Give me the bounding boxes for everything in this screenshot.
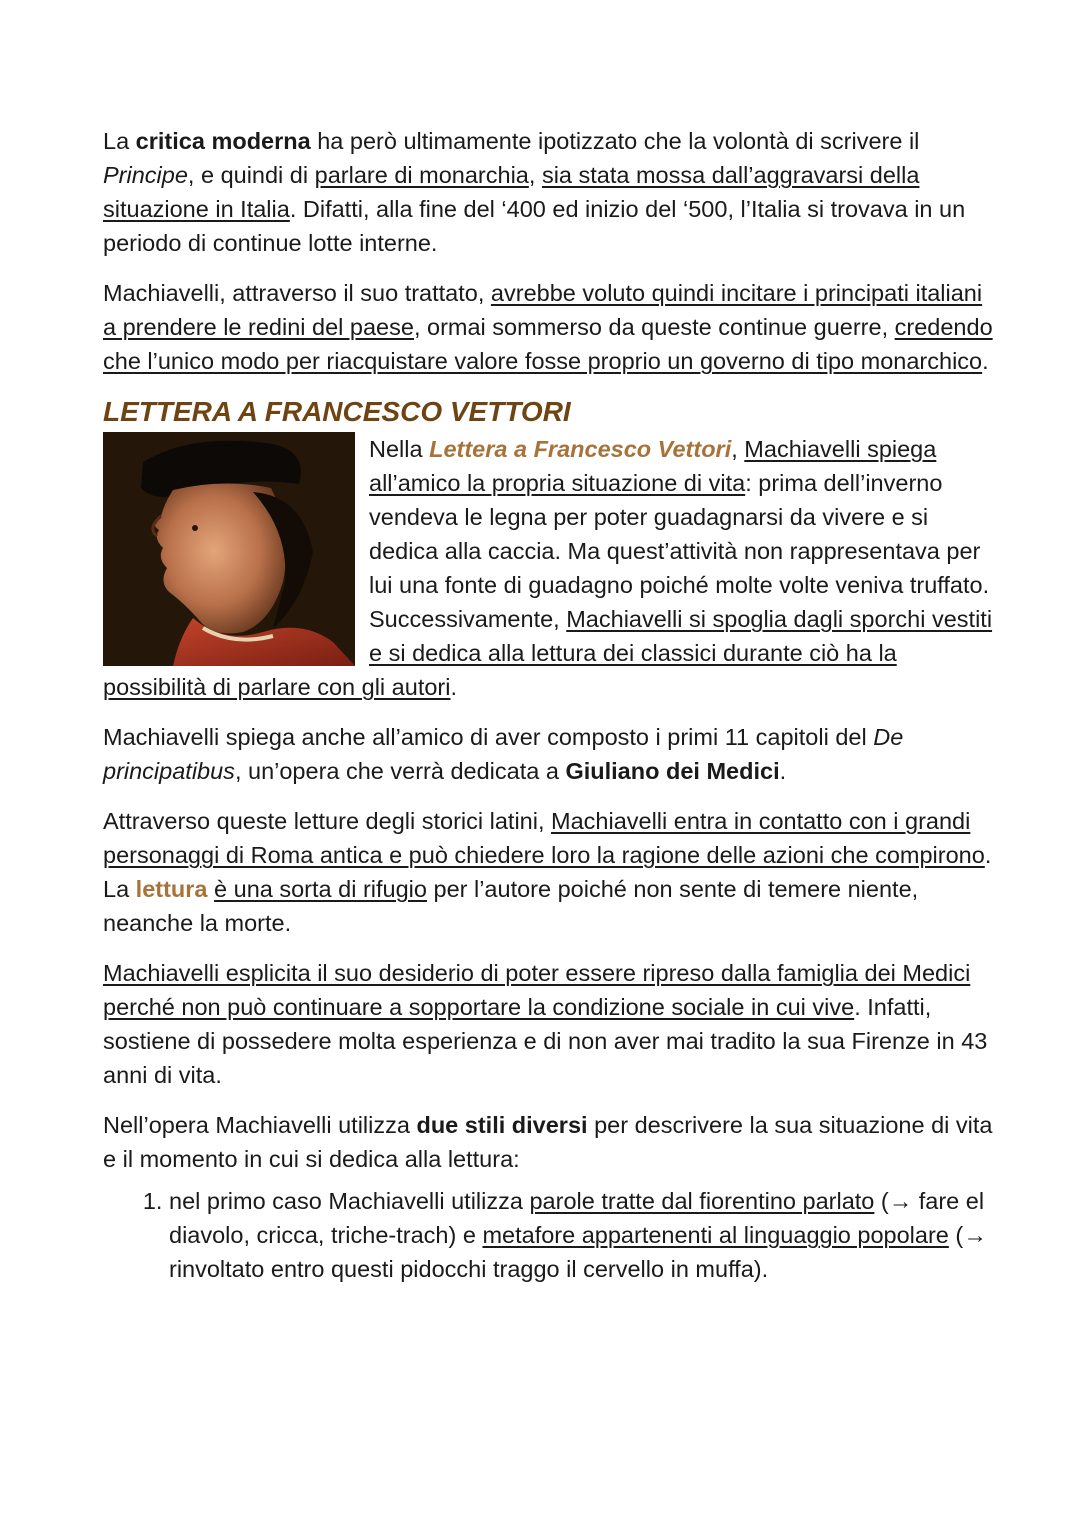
paragraph-critica-moderna: La critica moderna ha però ultimamente ipotizzato che la volontà di scrivere il Principe, e quindi di parlare di monarchia, sia stata mossa dall’aggravarsi della situazione in Italia. Difatti, alla fine del ‘400 ed inizio del ‘500, l’Italia si trovava in un periodo di continue lotte interne. <box>103 128 966 256</box>
document-page <box>103 124 993 1286</box>
bold-term: due stili diversi <box>416 1112 588 1138</box>
list-item: 1. nel primo caso Machiavelli utilizza parole tratte dal fiorentino parlato (→ fare el diavolo, cricca, triche-trach) e metafore appartenenti al linguaggio popolare (→ rinvoltato entro questi pidocchi traggo il cervello in muffa). <box>169 1184 993 1286</box>
section-lettera <box>103 432 993 720</box>
underlined-phrase: è una sorta di rifugio <box>214 876 427 902</box>
underlined-phrase: Machiavelli si spoglia dagli sporchi vestiti e si dedica alla lettura dei classici durante ciò ha la possibilità di parlare con gli autori <box>103 606 993 700</box>
underlined-phrase: parlare di monarchia <box>314 162 529 188</box>
accent-title: Lettera a Francesco Vettori <box>429 436 732 462</box>
numbered-list <box>103 1184 993 1286</box>
paragraph-medici: Machiavelli esplicita il suo desiderio di poter essere ripreso dalla famiglia dei Medici perché non può continuare a sopportare la condizione sociale in cui vive. Infatti, sostiene di possedere molta esperienza e di non aver mai tradito la sua Firenze in 43 anni di vita. <box>103 960 988 1088</box>
underlined-phrase: Machiavelli entra in contatto con i grandi personaggi di Roma antica e può chiedere loro la ragione delle azioni che compirono <box>103 808 985 868</box>
paragraph-stili: Nell’opera Machiavelli utilizza due stili diversi per descrivere la sua situazione di vita e il momento in cui si dedica alla lettura: <box>103 1112 993 1172</box>
bold-term: critica moderna <box>135 128 311 154</box>
underlined-phrase: credendo che l’unico modo per riacquistare valore fosse proprio un governo di tipo monarchico <box>103 314 993 374</box>
paragraph-trattato: Machiavelli, attraverso il suo trattato, avrebbe voluto quindi incitare i principati italiani a prendere le redini del paese, ormai sommerso da queste continue guerre, credendo che l’unico modo per riacquistare valore fosse proprio un governo di tipo monarchico. <box>103 280 993 374</box>
underlined-phrase: Machiavelli esplicita il suo desiderio di poter essere ripreso dalla famiglia dei Medici perché non può continuare a sopportare la condizione sociale in cui vive <box>103 960 971 1020</box>
underlined-phrase: sia stata mossa dall’aggravarsi della situazione in Italia <box>103 162 920 222</box>
accent-term: lettura <box>135 876 208 902</box>
underlined-phrase: parole tratte dal fiorentino parlato <box>529 1188 875 1214</box>
paragraph-lettera: Nella Lettera a Francesco Vettori, Machiavelli spiega all’amico la propria situazione di vita: prima dell’inverno vendeva le legna per poter guadagnarsi da vivere e si dedica alla caccia. Ma quest’attività non rappresentava per lui una fonte di guadagno poiché molte volte veniva truffato. Successivamente, Machiavelli si spoglia dagli sporchi vestiti e si dedica alla lettura dei classici durante ciò ha la possibilità di parlare con gli autori. <box>103 436 993 700</box>
underlined-phrase: metafore appartenenti al linguaggio popolare <box>482 1222 949 1248</box>
paragraph-de-principatibus: Machiavelli spiega anche all’amico di aver composto i primi 11 capitoli del De principatibus, un’opera che verrà dedicata a Giuliano dei Medici. <box>103 724 904 784</box>
italic-title: De principatibus <box>103 724 904 784</box>
paragraph-letture: Attraverso queste letture degli storici latini, Machiavelli entra in contatto con i grandi personaggi di Roma antica e può chiedere loro la ragione delle azioni che compirono. La lettura è una sorta di rifugio per l’autore poiché non sente di temere niente, neanche la morte. <box>103 808 992 936</box>
section-heading: LETTERA A FRANCESCO VETTORI <box>103 396 571 427</box>
underlined-phrase: avrebbe voluto quindi incitare i principati italiani a prendere le redini del paese <box>103 280 983 340</box>
machiavelli-portrait-image <box>103 432 355 666</box>
italic-title: Principe <box>103 162 188 188</box>
bold-term: Giuliano dei Medici <box>565 758 780 784</box>
underlined-phrase: Machiavelli spiega all’amico la propria situazione di vita <box>369 436 937 496</box>
